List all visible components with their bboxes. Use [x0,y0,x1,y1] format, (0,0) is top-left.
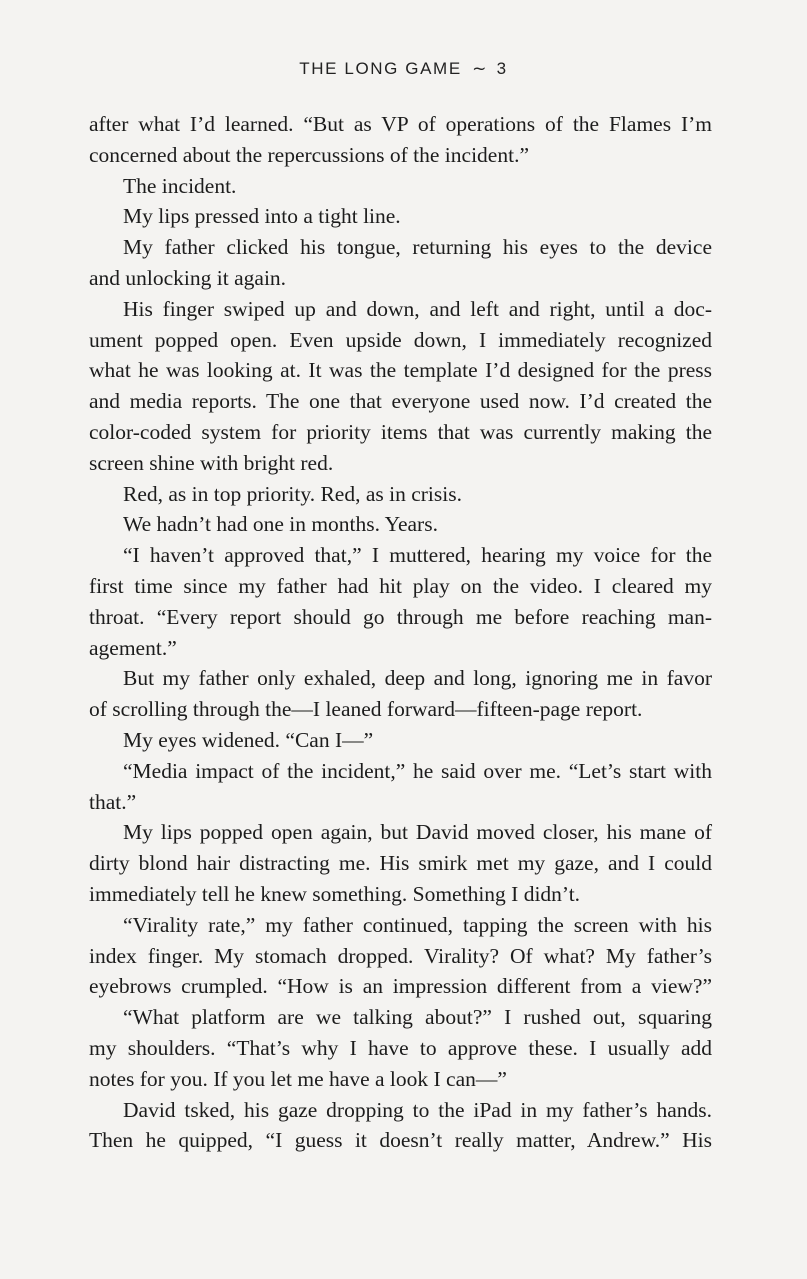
text-line: The incident. [123,173,237,198]
text-line: of scrolling through the—I leaned forward—fifteen-page report. [89,697,643,722]
text-line: color-coded system for priority items that was currently making the [89,419,712,444]
text-line: David tsked, his gaze dropping to the iPad in my father’s hands. [123,1097,712,1122]
text-line: index finger. My stomach dropped. Virality? Of what? My father’s [89,943,712,968]
text-line: and media reports. The one that everyone used now. I’d created the [89,389,712,414]
text-line: and unlocking it again. [89,265,287,290]
text-line: My father clicked his tongue, returning his eyes to the device [123,235,712,260]
text-line: agement.” [89,635,177,660]
text-line: after what I’d learned. “But as VP of operations of the Flames I’m [89,112,712,136]
text-line: first time since my father had hit play on the video. I cleared my [89,573,712,598]
text-line: what he was looking at. It was the template I’d designed for the press [89,358,712,383]
text-line: eyebrows crumpled. “How is an impression different from a view?” [89,974,712,999]
text-line: throat. “Every report should go through me before reaching man- [89,604,712,629]
tilde-separator: ~ [472,59,487,79]
book-title: THE LONG GAME [299,59,462,78]
text-line: “Virality rate,” my father continued, tapping the screen with his [123,912,712,937]
text-line: “I haven’t approved that,” I muttered, hearing my voice for the [123,543,712,568]
text-line: immediately tell he knew something. Something I didn’t. [89,881,581,906]
text-line: My eyes widened. “Can I—” [123,727,374,752]
text-line: concerned about the repercussions of the incident.” [89,142,529,167]
text-line: “What platform are we talking about?” I rushed out, squaring [123,1005,712,1030]
running-head [0,59,807,85]
text-line: notes for you. If you let me have a look I can—” [89,1066,507,1091]
body-text [89,109,712,1156]
text-line: My lips pressed into a tight line. [123,204,401,229]
page-number: 3 [496,59,508,78]
text-line: dirty blond hair distracting me. His smirk met my gaze, and I could [89,851,712,876]
text-line: My lips popped open again, but David moved closer, his mane of [123,820,712,845]
text-line: that.” [89,789,137,814]
text-line: Then he quipped, “I guess it doesn’t really matter, Andrew.” His [89,1128,712,1153]
text-line: “Media impact of the incident,” he said over me. “Let’s start with [123,758,712,783]
text-line: Red, as in top priority. Red, as in crisis. [123,481,462,506]
text-line: But my father only exhaled, deep and long, ignoring me in favor [123,666,712,691]
text-line: my shoulders. “That’s why I have to approve these. I usually add [89,1035,712,1060]
text-line: screen shine with bright red. [89,450,334,475]
text-line: We hadn’t had one in months. Years. [123,512,438,537]
text-line: ument popped open. Even upside down, I immediately recognized [89,327,712,352]
text-line: His finger swiped up and down, and left and right, until a doc- [123,296,712,321]
